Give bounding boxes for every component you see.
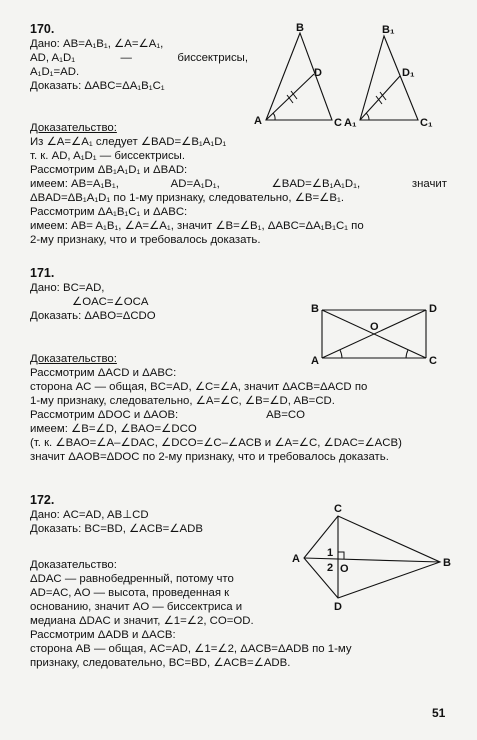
p172-figure [290, 500, 460, 620]
angle-arc [366, 113, 369, 120]
p171-figure [308, 296, 448, 374]
label-angle-2: 2 [327, 562, 334, 574]
p172-prove-line: Доказать: BC=BD, ∠ACB=∠ADB [30, 523, 203, 535]
p170-figure [248, 20, 448, 132]
label-d: D [334, 601, 342, 613]
p172-proof-line: признаку, следовательно, BC=BD, ∠ACB=∠ADB. [30, 657, 291, 669]
p170-proof-line: Рассмотрим ΔB₁A₁D₁ и ΔBAD: [30, 164, 188, 176]
label-o: O [340, 563, 349, 575]
label-c: C [334, 117, 342, 129]
p171-proof-line: 1-му признаку, следовательно, ∠A=∠C, ∠B=∠D, AB=CD. [30, 395, 335, 407]
label-d1: D₁ [402, 67, 415, 79]
p171-proof-line: имеем: ∠B=∠D, ∠BAO=∠DCO [30, 423, 197, 435]
triangle-abc [266, 33, 332, 120]
angle-arc [273, 113, 275, 120]
p172-proof-line: основанию, значит AO — биссектриса и [30, 601, 243, 613]
problem-171-number: 171. [30, 266, 55, 280]
p170-proof-line: ΔBAD=ΔB₁A₁D₁ по 1-му признаку, следовательно, ∠B=∠B₁. [30, 192, 345, 204]
p172-proof-line: ΔDAC — равнобедренный, потому что [30, 573, 234, 585]
p170-prove-line: Доказать: ΔABC=ΔA₁B₁C₁ [30, 80, 165, 92]
p170-proof-line: 2-му признаку, что и требовалось доказать. [30, 234, 261, 246]
label-angle-1: 1 [327, 547, 334, 559]
segment-ab [304, 558, 440, 562]
p171-proof-line: сторона AC — общая, BC=AD, ∠C=∠A, значит ΔACB=ΔACD по [30, 381, 368, 393]
label-b: B [311, 303, 319, 315]
p172-proof-line: сторона AB — общая, AC=AD, ∠1=∠2, ΔACB=ΔADB по 1-му [30, 643, 352, 655]
label-a: A [254, 115, 262, 127]
p171-prove-line: Доказать: ΔABO=ΔCDO [30, 310, 156, 322]
label-b: B [296, 22, 304, 34]
p170-proof-line: Из ∠A=∠A₁ следует ∠BAD=∠B₁A₁D₁ [30, 136, 227, 148]
label-d: D [429, 303, 437, 315]
p172-given-line: Дано: AC=AD, AB⊥CD [30, 509, 149, 521]
angle-arc [406, 350, 408, 358]
p171-given-line: ∠OAC=∠OCA [72, 296, 149, 308]
label-a1: A₁ [344, 117, 357, 129]
p170-given-line: Дано: AB=A₁B₁, ∠A=∠A₁, [30, 38, 164, 50]
label-b1: B₁ [382, 24, 395, 36]
p171-proof-title: Доказательство: [30, 353, 117, 365]
p171-proof-line: значит ΔAOB=ΔDOC по 2-му признаку, что и требовалось доказать. [30, 451, 389, 463]
label-o: O [370, 321, 379, 333]
label-a: A [292, 553, 300, 565]
p171-proof-line: Рассмотрим ΔDOC и ΔAOB: AB=CO [30, 409, 305, 421]
p170-given-line: A₁D₁=AD. [30, 66, 80, 78]
label-c: C [334, 503, 342, 515]
p172-proof-title: Доказательство: [30, 559, 117, 571]
label-c: C [429, 355, 437, 367]
p170-given-line: AD, A₁D₁ — биссектрисы, [30, 52, 248, 64]
label-d: D [314, 67, 322, 79]
p170-proof-line: имеем: AB=A₁B₁, AD=A₁D₁, ∠BAD=∠B₁A₁D₁, значит [30, 178, 447, 190]
p171-proof-line: (т. к. ∠BAO=∠A–∠DAC, ∠DCO=∠C–∠ACB и ∠A=∠C, ∠DAC=∠ACB) [30, 437, 402, 449]
problem-170-number: 170. [30, 22, 55, 36]
p170-proof-line: т. к. AD, A₁D₁ — биссектрисы. [30, 150, 186, 162]
right-angle-mark [338, 552, 344, 559]
label-c1: C₁ [420, 117, 433, 129]
p170-proof-line: имеем: AB= A₁B₁, ∠A=∠A₁, значит ∠B=∠B₁, ΔABC=ΔA₁B₁C₁ по [30, 220, 364, 232]
problem-172-number: 172. [30, 493, 55, 507]
quadrilateral-acbd [304, 516, 440, 598]
page-number: 51 [432, 706, 446, 720]
angle-arc [340, 350, 342, 358]
p172-proof-line: Рассмотрим ΔADB и ΔACB: [30, 629, 176, 641]
p172-proof-line: медиана ΔDAC и значит, ∠1=∠2, CO=OD. [30, 615, 254, 627]
p170-proof-title: Доказательство: [30, 122, 117, 134]
p171-proof-line: Рассмотрим ΔACD и ΔABC: [30, 367, 177, 379]
label-b: B [443, 557, 451, 569]
p170-proof-line: Рассмотрим ΔA₁B₁C₁ и ΔABC: [30, 206, 188, 218]
label-a: A [311, 355, 319, 367]
p171-given-line: Дано: BC=AD, [30, 282, 105, 294]
p172-proof-line: AD=AC, AO — высота, проведенная к [30, 587, 230, 599]
